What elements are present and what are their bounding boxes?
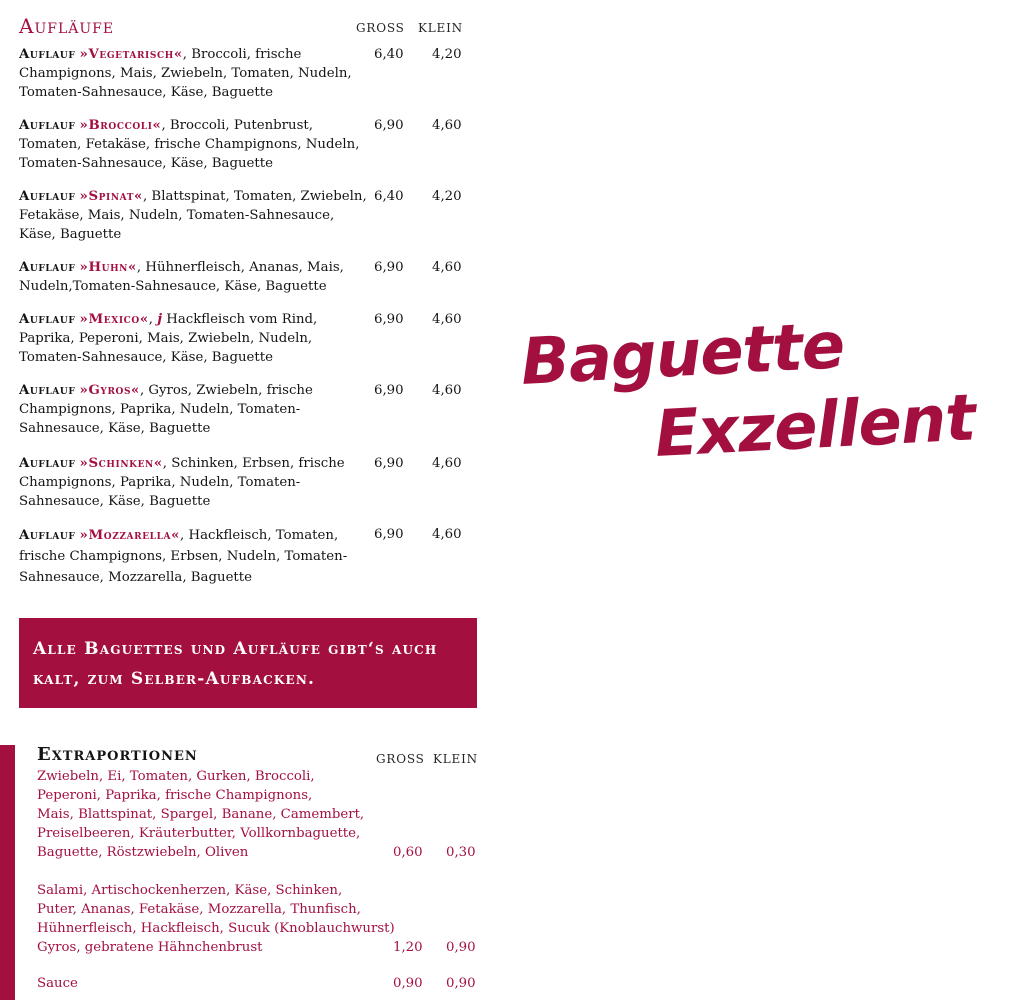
price-gross: 6,90 [374,118,404,133]
item-description [19,45,374,102]
item-ingredients: , Blattspinat, Tomaten, Zwiebeln, Fetakäse, Mais, Nudeln, Tomaten-Sahnesauce, Käse, Baguette [19,189,367,242]
script-title [515,309,1015,488]
price-klein: 4,20 [432,189,462,204]
info-banner [19,618,477,708]
price-gross: 6,90 [374,456,404,471]
price-klein: 4,60 [432,312,462,327]
item-kind: Auflauf [19,189,76,204]
col-header-klein: KLEIN [433,752,478,766]
item-ingredients: , Broccoli, Putenbrust, Tomaten, Fetakäse, frische Champignons, Nudeln, Tomaten-Sahnesauce, Käse, Baguette [19,118,360,171]
extra-line: Sauce [37,976,78,991]
col-header-gross: GROSS [376,752,425,766]
extra-line: Baguette, Röstzwiebeln, Oliven [37,845,249,860]
menu-item-huhn [19,258,465,296]
price-klein: 4,60 [432,118,462,133]
item-description [19,116,374,173]
accent-side-bar [0,745,15,1000]
price-gross: 1,20 [393,940,423,955]
item-name: »Schinken« [79,456,163,471]
chili-icon: j [157,312,163,327]
item-description [19,258,389,296]
item-description [19,525,374,588]
item-kind: Auflauf [19,312,76,327]
extra-group-sauce [37,974,479,993]
price-klein: 4,60 [432,260,462,275]
extra-line: Preiselbeeren, Kräuterbutter, Vollkornbaguette, [37,826,361,841]
item-description [19,381,374,438]
item-ingredients: , Schinken, Erbsen, frische Champignons, Paprika, Nudeln, Tomaten-Sahnesauce, Käse, Baguette [19,456,345,509]
col-header-klein: KLEIN [418,21,463,35]
banner-text: Alle Baguettes und Aufläufe gibt‘s auch kalt, zum Selber-Aufbacken. [33,639,438,689]
item-name: »Huhn« [79,260,137,275]
item-description [19,454,374,511]
price-klein: 0,90 [446,940,476,955]
item-name: »Broccoli« [79,118,162,133]
extra-line: Salami, Artischockenherzen, Käse, Schinken, [37,883,343,898]
aufl-header [19,14,465,40]
menu-item-gyros [19,381,465,438]
item-kind: Auflauf [19,118,76,133]
extra-line: Mais, Blattspinat, Spargel, Banane, Camembert, [37,807,365,822]
price-klein: 4,60 [432,527,462,542]
item-kind: Auflauf [19,528,76,543]
item-name: »Gyros« [79,383,140,398]
price-klein: 4,60 [432,456,462,471]
extra-header [37,743,479,767]
price-gross: 6,40 [374,47,404,62]
extra-line: Zwiebeln, Ei, Tomaten, Gurken, Broccoli, [37,769,315,784]
item-ingredients: , Hackfleisch, Tomaten, frische Champignons, Erbsen, Nudeln, Tomaten-Sahnesauce, Mozzarella, Baguette [19,528,348,585]
price-klein: 0,90 [446,976,476,991]
extra-line: Peperoni, Paprika, frische Champignons, [37,788,313,803]
menu-item-spinat [19,187,465,244]
script-title-line-1: Baguette [519,309,846,400]
extra-line: Puter, Ananas, Fetakäse, Mozzarella, Thunfisch, [37,902,361,917]
item-ingredients: Hackfleisch vom Rind, Paprika, Peperoni, Mais, Zwiebeln, Nudeln, Tomaten-Sahnesauce, Käse, Baguette [19,312,318,365]
price-gross: 6,90 [374,312,404,327]
menu-item-broccoli [19,116,465,173]
item-name: »Mexico« [79,312,149,327]
item-name: »Vegetarisch« [79,47,183,62]
item-kind: Auflauf [19,456,76,471]
script-title-line-2: Exzellent [653,381,977,472]
price-gross: 0,90 [393,976,423,991]
item-ingredients: , Gyros, Zwiebeln, frische Champignons, Paprika, Nudeln, Tomaten-Sahnesauce, Käse, Baguette [19,383,313,436]
extra-line: Hühnerfleisch, Hackfleisch, Sucuk (Knoblauchwurst) [37,921,395,936]
price-gross: 0,60 [393,845,423,860]
menu-item-mozzarella [19,525,465,588]
price-klein: 4,20 [432,47,462,62]
menu-item-vegetarisch [19,45,465,102]
price-gross: 6,90 [374,260,404,275]
section-title-extraportionen: Extraportionen [37,744,198,765]
section-title-auflaeufe: Aufläufe [19,14,115,38]
extra-group-basic [37,767,479,862]
item-ingredients: , Broccoli, frische Champignons, Mais, Zwiebeln, Tomaten, Nudeln, Tomaten-Sahnesauce, Käse, Baguette [19,47,352,100]
price-gross: 6,40 [374,189,404,204]
price-gross: 6,90 [374,383,404,398]
item-kind: Auflauf [19,383,76,398]
item-kind: Auflauf [19,47,76,62]
item-ingredients: , Hühnerfleisch, Ananas, Mais, Nudeln,Tomaten-Sahnesauce, Käse, Baguette [19,260,344,294]
menu-item-mexico [19,310,465,367]
extra-group-meat [37,881,479,957]
price-gross: 6,90 [374,527,404,542]
price-klein: 4,60 [432,383,462,398]
item-name: »Mozzarella« [79,528,181,543]
item-description: Auflauf »Mexico«, j Hackfleisch vom Rind, Paprika, Peperoni, Mais, Zwiebeln, Nudeln, Tomaten-Sahnesauce, Käse, Baguette [19,312,318,365]
price-klein: 0,30 [446,845,476,860]
item-kind: Auflauf [19,260,76,275]
extra-line: Gyros, gebratene Hähnchenbrust [37,940,263,955]
col-header-gross: GROSS [356,21,405,35]
item-name: »Spinat« [79,189,143,204]
menu-item-schinken [19,454,465,511]
item-description [19,187,374,244]
